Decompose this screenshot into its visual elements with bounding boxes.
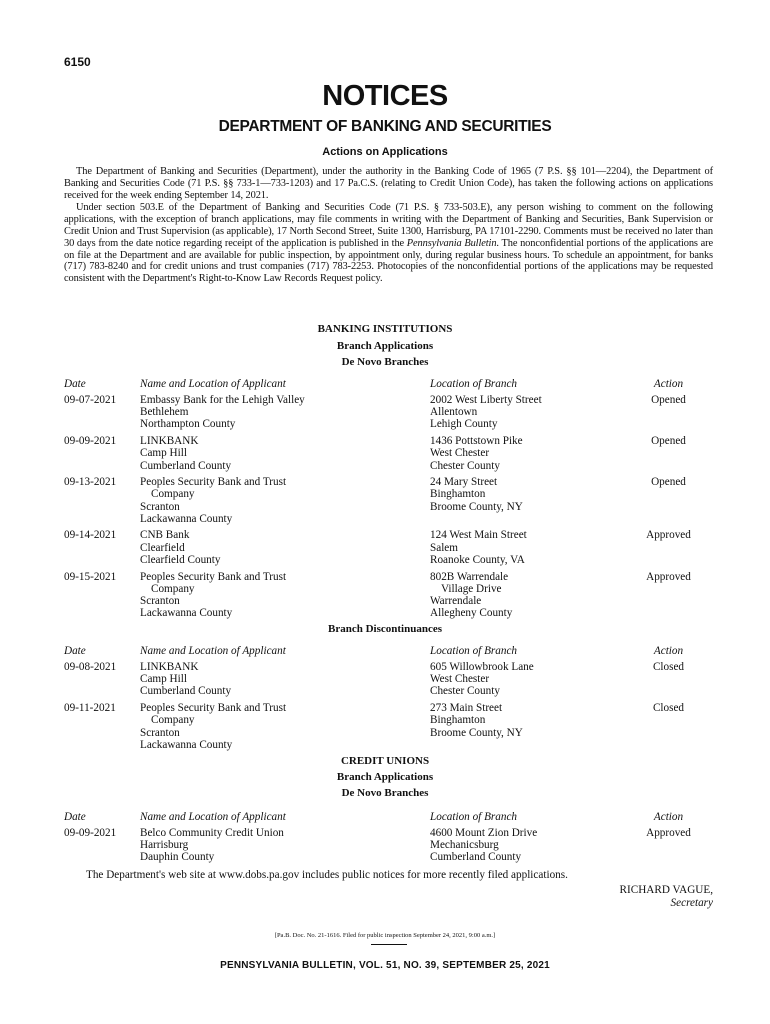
action-date: 09-14-2021 [64,529,117,542]
applicant-line: Camp Hill [140,673,187,686]
branch-location-line: Roanoke County, VA [430,553,525,566]
branch-location-cell [430,702,523,739]
intro-text [64,166,713,286]
branch-location-line: Mechanicsburg [430,839,499,852]
branch-location-line: Salem [430,541,458,554]
action-date: 09-13-2021 [64,476,117,489]
branch-location-line: 24 Mary Street [430,476,498,489]
applicant-line: Company [151,582,195,595]
branch-location-line: Allentown [430,406,478,419]
intro-paragraph-1: The Department of Banking and Securities (Department), under the authority in the Banking Code of 1965 (7 P.S. §§ 101—2204), the Department of Banking and Securities Code (71 P.S. §§ 733-1—733-1203) and 17 Pa.C.S. (relating to Credit Union Code), has taken the following actions on applications received for the week ending September 14, 2021. [64,166,713,201]
action-status: Opened [651,476,686,489]
signature-name: RICHARD VAGUE, [619,884,713,896]
applicant-line: Camp Hill [140,447,187,460]
branch-location-cell [430,529,527,566]
branch-location-line: 4600 Mount Zion Drive [430,827,538,839]
branch-location-line: Lehigh County [430,418,498,431]
banking-institutions-heading: BANKING INSTITUTIONS [317,323,453,335]
branch-location-line: Warrendale [430,594,482,607]
action-status: Opened [651,394,686,406]
applicant-cell [140,661,231,698]
table-row [64,394,713,435]
applicant-line: LINKBANK [140,661,199,673]
table-row [64,571,713,624]
branch-location-line: Broome County, NY [430,726,523,739]
applicant-line: Belco Community Credit Union [140,827,284,839]
branch-location-line: 802B Warrendale [430,570,509,583]
page-footer: PENNSYLVANIA BULLETIN, VOL. 51, NO. 39, SEPTEMBER 25, 2021 [220,960,550,971]
action-status: Approved [646,529,691,542]
action-date: 09-08-2021 [64,661,117,673]
filing-note: [Pa.B. Doc. No. 21-1616. Filed for public inspection September 24, 2021, 9:00 a.m.] [274,932,496,939]
applicant-column-header: Name and Location of Applicant [140,645,286,657]
applicant-line: Bethlehem [140,406,189,419]
action-status: Closed [652,661,685,673]
applicant-line: Peoples Security Bank and Trust [140,702,287,715]
page-number: 6150 [64,55,91,69]
branch-location-line: Village Drive [441,582,502,595]
table-header-row [64,645,713,661]
applicant-cell [140,827,284,864]
table-row [64,702,713,755]
applicant-line: Scranton [140,500,180,513]
signature-title: Secretary [670,897,713,909]
table-row [64,476,713,529]
branch-location-line: 2002 West Liberty Street [430,394,542,406]
branch-location-cell [430,476,523,513]
table-header-row [64,811,713,827]
action-date: 09-11-2021 [64,702,116,715]
branch-location-line: Broome County, NY [430,500,523,513]
branch-location-line: Binghamton [430,488,486,501]
table-row [64,435,713,476]
branch-location-cell [430,827,537,864]
action-date: 09-09-2021 [64,827,117,839]
date-column-header: Date [64,811,86,823]
action-date: 09-07-2021 [64,394,117,406]
applicant-line: Clearfield [140,541,185,554]
applicant-column-header: Name and Location of Applicant [140,811,286,823]
table-header-row [64,378,713,394]
table-row [64,529,713,570]
cu-de-novo-table [64,811,713,866]
branch-location-line: Chester County [430,685,500,698]
branch-location-column-header: Location of Branch [430,378,518,390]
paragraph-2-part-b: . The nonconfidential portions of the applications are on file at the Department and are available for public inspection, by appointment only, during regular business hours. To schedule an appointment, for banks (717) 783-8240 and for credit unions and trust companies (717) 783-2253. Photocopies of the nonconfidential portions of the applications may be requested consistent with the Department's Right-to-Know Law Records Request policy. [64,237,714,285]
branch-location-line: Chester County [430,459,500,472]
applicant-line: Lackawanna County [140,607,233,620]
applicant-line: Harrisburg [140,839,189,852]
intro-paragraph-2 [64,202,713,285]
branch-location-cell [430,394,542,431]
branch-location-line: Binghamton [430,714,486,727]
branch-location-line: Allegheny County [430,607,513,620]
department-heading: DEPARTMENT OF BANKING AND SECURITIES [218,118,552,135]
applicant-line: Peoples Security Bank and Trust [140,570,287,583]
applicant-column-header: Name and Location of Applicant [140,378,286,390]
page-title: NOTICES [322,80,448,112]
applicant-line: Lackawanna County [140,512,233,525]
branch-location-cell [430,435,523,472]
bank-branch-applications-heading: Branch Applications [336,340,434,352]
action-column-header: Action [653,811,684,823]
branch-location-line: West Chester [430,673,490,686]
date-column-header: Date [64,645,86,657]
applicant-cell [140,702,286,751]
applicant-cell [140,394,305,431]
branch-location-line: 1436 Pottstown Pike [430,435,523,448]
website-note: The Department's web site at www.dobs.pa.gov includes public notices for more recently filed applications. [86,869,568,881]
branch-location-cell [430,571,512,620]
bank-discontinuances-table [64,645,713,755]
applicant-line: Dauphin County [140,851,215,864]
branch-location-cell [430,661,534,698]
applicant-cell [140,571,286,620]
action-status: Approved [646,827,691,839]
applicant-line: Cumberland County [140,459,232,472]
applicant-line: Clearfield County [140,553,221,566]
action-date: 09-15-2021 [64,570,117,583]
date-column-header: Date [64,378,86,390]
table-row [64,827,713,866]
applicant-line: Scranton [140,726,180,739]
action-status: Opened [651,435,686,448]
branch-location-line: West Chester [430,447,490,460]
branch-location-line: Cumberland County [430,851,522,864]
paragraph-2-part-a: Under section 503.E of the Department of Banking and Securities Code (71 P.S. § 733-503.E), any person wishing to comment on the following applications, with the exception of branch applications, may file comments in writing with the Department of Banking and Securities, Bank Supervision or Credit Union and Trust Supervision (as applicable), 17 North Second Street, Suite 1300, Harrisburg, PA 17101-2290. Comments must be received no later than 30 days from the date notice regarding receipt of the application is published in the [64,202,713,249]
applicant-cell [140,435,231,472]
branch-location-line: 273 Main Street [430,702,503,715]
applicant-line: Scranton [140,594,180,607]
branch-location-line: 605 Willowbrook Lane [430,661,534,673]
bulletin-name: Pennsylvania Bulletin [406,237,497,249]
cu-de-novo-heading: De Novo Branches [341,787,429,799]
section-subtitle: Actions on Applications [322,146,448,158]
applicant-line: Company [151,488,195,501]
branch-location-column-header: Location of Branch [430,645,518,657]
applicant-line: Company [151,714,195,727]
applicant-line: Lackawanna County [140,738,233,751]
applicant-line: Peoples Security Bank and Trust [140,476,287,489]
credit-unions-heading: CREDIT UNIONS [340,755,430,767]
bank-de-novo-heading: De Novo Branches [341,356,429,368]
bank-de-novo-table [64,378,713,624]
table-row [64,661,713,702]
action-date: 09-09-2021 [64,435,117,448]
cu-branch-applications-heading: Branch Applications [336,771,434,783]
applicant-line: Northampton County [140,418,236,431]
branch-location-column-header: Location of Branch [430,811,518,823]
applicant-cell [140,529,220,566]
branch-location-line: 124 West Main Street [430,529,527,542]
applicant-line: Embassy Bank for the Lehigh Valley [140,394,305,406]
action-column-header: Action [653,645,684,657]
applicant-cell [140,476,286,525]
applicant-line: Cumberland County [140,685,232,698]
action-column-header: Action [653,378,684,390]
footer-divider [371,944,407,945]
action-status: Approved [646,570,691,583]
branch-discontinuances-heading: Branch Discontinuances [328,623,442,635]
applicant-line: CNB Bank [140,529,190,542]
applicant-line: LINKBANK [140,435,199,448]
action-status: Closed [652,702,685,715]
